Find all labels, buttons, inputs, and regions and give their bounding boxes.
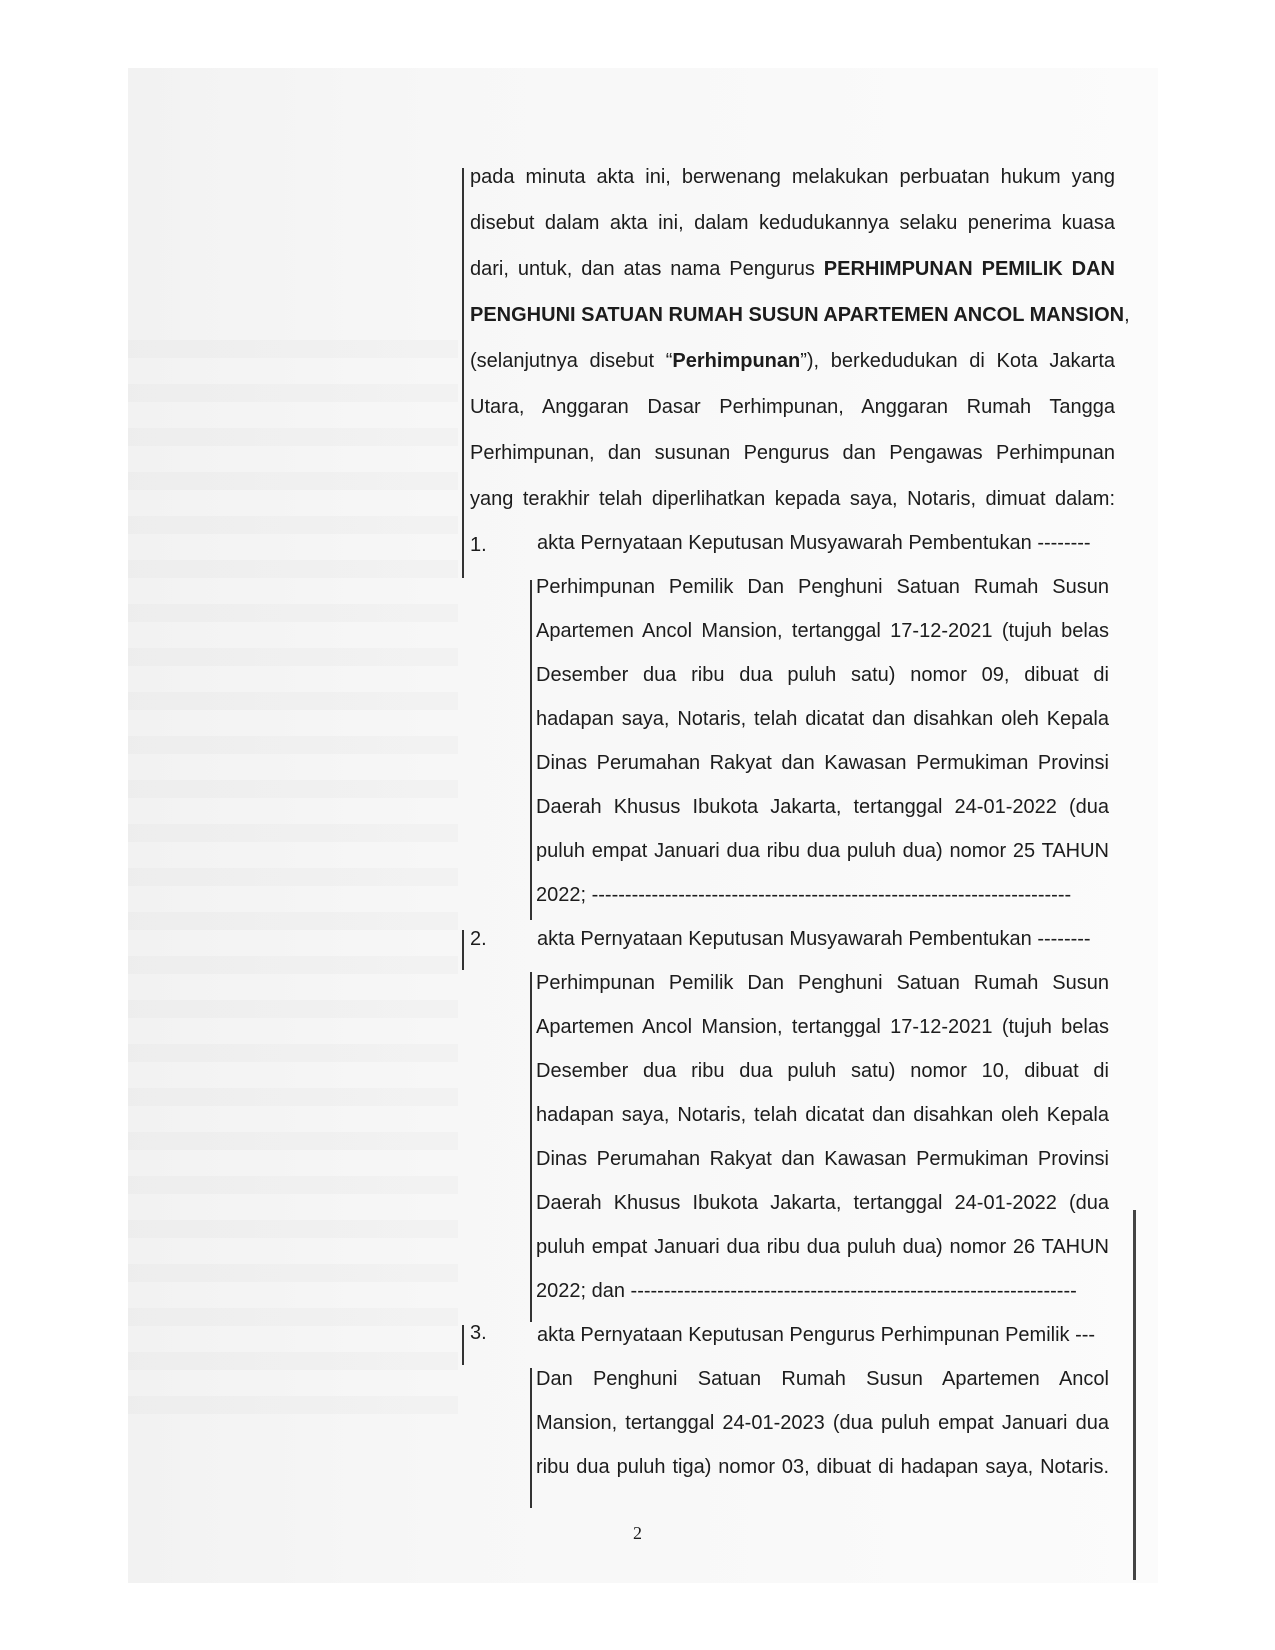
intro-line <box>470 303 1130 327</box>
item-line: Perhimpunan Pemilik Dan Penghuni Satuan Rumah Susun <box>536 576 1109 598</box>
item-line: akta Pernyataan Keputusan Musyawarah Pembentukan -------- <box>537 928 1091 950</box>
defined-term: Perhimpunan <box>672 350 801 372</box>
intro-text: (selanjutnya disebut “ <box>470 350 673 372</box>
item-line: Desember dua ribu dua puluh satu) nomor 09, dibuat di <box>536 664 1109 686</box>
item-number: 1. <box>470 534 487 556</box>
item-line: akta Pernyataan Keputusan Musyawarah Pembentukan -------- <box>537 532 1091 554</box>
item-line: Dan Penghuni Satuan Rumah Susun Apartemen Ancol <box>536 1368 1109 1390</box>
margin-bar-item2 <box>530 972 532 1322</box>
margin-bar-item1 <box>530 580 532 920</box>
item-line: Daerah Khusus Ibukota Jakarta, tertanggal 24-01-2022 (dua <box>536 796 1109 818</box>
item-line: hadapan saya, Notaris, telah dicatat dan disahkan oleh Kepala <box>536 708 1109 730</box>
association-name: PERHIMPUNAN PEMILIK DAN <box>823 258 1115 280</box>
intro-text: , <box>1124 304 1130 326</box>
item-line: puluh empat Januari dua ribu dua puluh dua) nomor 26 TAHUN <box>536 1236 1109 1258</box>
intro-line: Utara, Anggaran Dasar Perhimpunan, Anggaran Rumah Tangga <box>470 396 1115 418</box>
intro-line: pada minuta akta ini, berwenang melakukan perbuatan hukum yang <box>470 166 1115 188</box>
item-line: Dinas Perumahan Rakyat dan Kawasan Permukiman Provinsi <box>536 1148 1109 1170</box>
margin-bar-item3 <box>530 1368 532 1508</box>
item-line: Apartemen Ancol Mansion, tertanggal 17-12-2021 (tujuh belas <box>536 620 1109 642</box>
item-line: puluh empat Januari dua ribu dua puluh dua) nomor 25 TAHUN <box>536 840 1109 862</box>
margin-bar-number2 <box>462 930 464 970</box>
item-line: Dinas Perumahan Rakyat dan Kawasan Permukiman Provinsi <box>536 752 1109 774</box>
intro-line <box>470 349 1115 373</box>
item-line: Daerah Khusus Ibukota Jakarta, tertanggal 24-01-2022 (dua <box>536 1192 1109 1214</box>
association-name: PENGHUNI SATUAN RUMAH SUSUN APARTEMEN ANCOL MANSION <box>470 304 1125 326</box>
intro-text: dari, untuk, dan atas nama Pengurus <box>470 258 824 280</box>
item-line: akta Pernyataan Keputusan Pengurus Perhimpunan Pemilik --- <box>537 1324 1096 1346</box>
item-line: ribu dua puluh tiga) nomor 03, dibuat di hadapan saya, Notaris. <box>536 1456 1109 1478</box>
show-through-text-bleed <box>128 340 458 1440</box>
item-line: 2022; dan ------------------------------------------------------------------- <box>536 1280 1077 1302</box>
item-number: 2. <box>470 928 487 950</box>
intro-line <box>470 257 1115 281</box>
item-line: Desember dua ribu dua puluh satu) nomor 10, dibuat di <box>536 1060 1109 1082</box>
margin-bar-intro <box>462 168 464 578</box>
item-line: 2022; ------------------------------------------------------------------------ <box>536 884 1072 906</box>
item-line: Apartemen Ancol Mansion, tertanggal 17-12-2021 (tujuh belas <box>536 1016 1109 1038</box>
intro-text: ”), berkedudukan di Kota Jakarta <box>800 350 1115 372</box>
item-number: 3. <box>470 1322 487 1344</box>
item-line: hadapan saya, Notaris, telah dicatat dan disahkan oleh Kepala <box>536 1104 1109 1126</box>
item-line: Perhimpunan Pemilik Dan Penghuni Satuan Rumah Susun <box>536 972 1109 994</box>
item-line: Mansion, tertanggal 24-01-2023 (dua puluh empat Januari dua <box>536 1412 1109 1434</box>
intro-line: disebut dalam akta ini, dalam kedudukannya selaku penerima kuasa <box>470 212 1115 234</box>
intro-line: Perhimpunan, dan susunan Pengurus dan Pengawas Perhimpunan <box>470 442 1115 464</box>
intro-line: yang terakhir telah diperlihatkan kepada saya, Notaris, dimuat dalam: <box>470 488 1115 510</box>
margin-bar-number3 <box>462 1325 464 1365</box>
page-number: 2 <box>633 1523 642 1543</box>
